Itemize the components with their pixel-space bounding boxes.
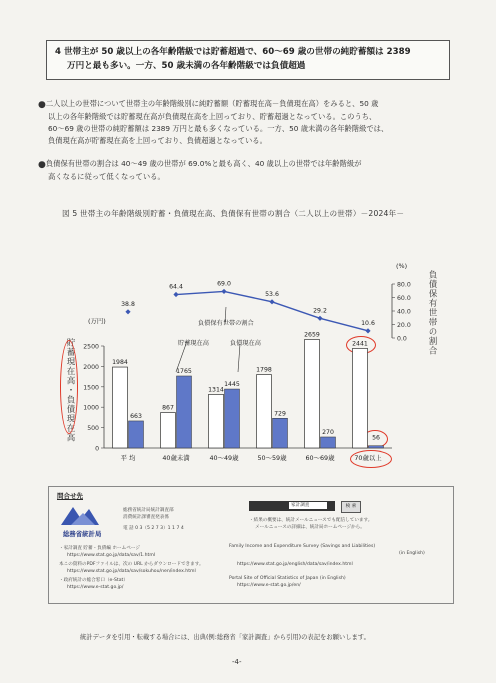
right-axis-label: 負債保有世帯の割合 xyxy=(427,270,437,356)
right-axis-tick-label: 20.0 xyxy=(397,322,411,329)
savings-bar xyxy=(209,394,224,448)
debt-bar xyxy=(129,421,144,448)
category-label: 40～49歳 xyxy=(209,454,239,462)
ratio-callout-label: 負債保有世帯の割合 xyxy=(198,320,254,327)
debt-bar xyxy=(225,389,240,448)
headline-line-1: 4 世帯主が 50 歳以上の各年齢階級では貯蓄超過で、60～69 歳の世帯の純貯蓄額は 2389 xyxy=(55,47,411,57)
search-button[interactable]: 検 索 xyxy=(341,501,361,513)
link-2-url[interactable]: https://www.stat.go.jp/data/sav/sokuhou/nen/index.html xyxy=(67,569,196,574)
left-axis-tick-label: 2000 xyxy=(83,363,99,371)
ratio-value-label: 38.8 xyxy=(121,300,135,308)
link-2-title: 本この資料のPDFファイルは、次の URL からダウンロードできます。 xyxy=(59,562,204,567)
debt-callout-leader xyxy=(238,344,240,372)
bullet-icon: ● xyxy=(38,160,46,170)
left-axis-tick-label: 2500 xyxy=(83,343,99,351)
category-label: 40歳未満 xyxy=(162,454,190,462)
debt-bar xyxy=(369,446,384,448)
dept-line-2: 消費統計課審査発表係 xyxy=(123,515,169,520)
debt-value-label: 1765 xyxy=(176,367,192,375)
right-axis-tick-label: 80.0 xyxy=(397,281,411,289)
paragraph-1-line-4: 負債現在高が貯蓄現在高を上回っており、負債超過となっている。 xyxy=(48,136,267,145)
english-link-1-title: Family Income and Expenditure Survey (Savings and Liabilities) xyxy=(229,544,376,549)
ratio-value-label: 64.4 xyxy=(169,283,183,291)
link-3-title: ・政府統計の総合窓口（e-Stat） xyxy=(59,578,128,583)
dept-line-1: 総務省統計局統計調査部 xyxy=(123,508,174,513)
link-3-url[interactable]: https://www.e-stat.go.jp/ xyxy=(67,585,124,590)
savings-value-label: 1984 xyxy=(112,359,128,367)
ratio-value-label: 29.2 xyxy=(313,307,327,315)
bullet-icon: ● xyxy=(38,100,46,110)
debt-callout-label: 負債現在高 xyxy=(230,340,261,347)
search-note-2: メールニュースの詳細は、統計局ホームページから。 xyxy=(255,525,365,530)
ratio-value-label: 69.0 xyxy=(217,280,231,288)
phone-number: 電 話 0 3（5 2 7 3）1 1 7 4 xyxy=(123,526,184,531)
left-axis-label: 貯蓄現在高・負債現在高 xyxy=(65,338,75,443)
org-name: 総務省統計局 xyxy=(63,530,102,538)
savings-bar xyxy=(305,340,320,448)
debt-bar xyxy=(321,437,336,448)
link-1-title: ・家計調査 貯蓄・負債編 ホームページ xyxy=(59,546,140,551)
link-1-url[interactable]: https://www.stat.go.jp/data/sav/1.html xyxy=(67,553,156,558)
paragraph-1-line-1: 二人以上の世帯について世帯主の年齢階級別に純貯蓄額（貯蓄現在高－負債現在高）をみると、50 歳 xyxy=(45,99,379,108)
ratio-marker xyxy=(269,299,274,304)
category-label: 平 均 xyxy=(120,454,136,462)
right-axis-tick-label: 40.0 xyxy=(397,308,411,316)
right-axis-tick-label: 60.0 xyxy=(397,295,411,302)
savings-bar xyxy=(113,367,128,448)
english-link-1-lang: (in English) xyxy=(399,551,425,556)
ratio-marker xyxy=(317,316,322,321)
category-label: 60～69歳 xyxy=(305,454,335,462)
citation-note: 統計データを引用・転載する場合には、出典(例:総務省「家計調査」から引用)の表記をお願いします。 xyxy=(80,634,370,641)
category-label: 50～59歳 xyxy=(257,454,287,462)
paragraph-2-line-2: 高くなるに従って低くなっている。 xyxy=(48,172,165,181)
debt-value-label: 729 xyxy=(274,410,286,418)
page-number: -4- xyxy=(232,658,242,666)
debt-value-label: 56 xyxy=(372,434,380,442)
figure-title: 図 5 世帯主の年齢階級別貯蓄・負債現在高、負債保有世帯の割合（二人以上の世帯）－2024年－ xyxy=(62,209,405,218)
savings-bar xyxy=(257,375,272,448)
ratio-value-label: 10.6 xyxy=(361,319,375,327)
english-link-2-url[interactable]: https://www.e-stat.go.jp/en/ xyxy=(237,583,301,588)
english-link-2-title: Portal Site of Official Statistics of Japan (in English) xyxy=(229,576,346,581)
savings-callout-label: 貯蓄現在高 xyxy=(178,340,209,347)
ratio-marker xyxy=(125,309,130,314)
savings-bar xyxy=(353,348,368,448)
contact-heading: 問合せ先 xyxy=(57,492,83,500)
savings-value-label: 2441 xyxy=(352,340,368,348)
debt-bar xyxy=(177,376,192,448)
category-label: 70歳以上 xyxy=(354,454,382,462)
paragraph-2-line-1: 負債保有世帯の割合は 40～49 歳の世帯が 69.0%と最も高く、40 歳以上の世帯では年齢階級が xyxy=(45,159,362,168)
savings-value-label: 867 xyxy=(162,404,174,412)
savings-bar xyxy=(161,413,176,448)
left-axis-tick-label: 1000 xyxy=(83,404,99,412)
left-axis-tick-label: 1500 xyxy=(83,384,99,392)
ratio-marker xyxy=(173,292,178,297)
search-box xyxy=(249,501,335,511)
savings-value-label: 1314 xyxy=(208,386,224,394)
statistics-bureau-logo-icon xyxy=(59,505,123,527)
search-note-1: ・結果の概要は、統計メールニュースでも配信しています。 xyxy=(249,518,373,523)
left-axis-tick-label: 0 xyxy=(95,445,99,453)
right-axis-tick-label: 0.0 xyxy=(397,335,407,343)
ratio-value-label: 53.6 xyxy=(265,290,279,298)
debt-value-label: 663 xyxy=(130,412,142,420)
debt-bar xyxy=(273,418,288,448)
savings-value-label: 1798 xyxy=(256,366,272,374)
ratio-marker xyxy=(365,328,370,333)
savings-value-label: 2659 xyxy=(304,331,320,339)
headline-line-2: 万円と最も多い。一方、50 歳未満の各年齢階級では負債超過 xyxy=(67,61,306,71)
left-unit-label: (万円) xyxy=(88,317,106,325)
debt-value-label: 1445 xyxy=(224,381,240,389)
english-link-1-url[interactable]: https://www.stat.go.jp/english/data/sav/index.html xyxy=(237,562,353,567)
ratio-marker xyxy=(221,289,226,294)
search-input[interactable]: 家計調査 xyxy=(289,502,327,509)
paragraph-1-line-2: 以上の各年齢階級では貯蓄現在高が負債現在高を上回っており、貯蓄超過となっている。このうち、 xyxy=(48,112,377,121)
contact-box xyxy=(48,486,454,604)
paragraph-1-line-3: 60～69 歳の世帯の純貯蓄額は 2389 万円と最も多くなっている。一方、50 歳未満の各年齢階級では、 xyxy=(48,124,389,133)
right-unit-label: (%) xyxy=(396,262,408,270)
left-axis-tick-label: 500 xyxy=(87,425,99,433)
debt-value-label: 270 xyxy=(322,428,334,436)
